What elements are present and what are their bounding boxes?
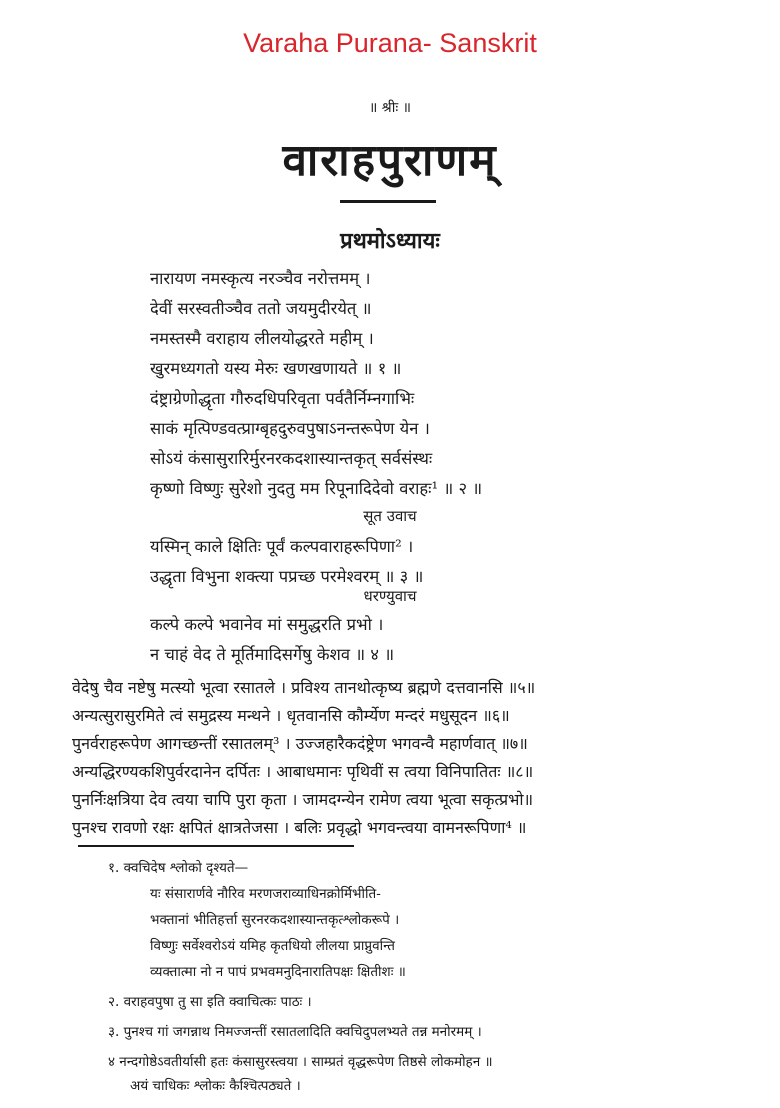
- prose-line: पुनर्वराहरूपेण आगच्छन्तीं रसातलम्³ । उज्जहारैकदंष्ट्रेण भगवन्वै महार्णवात् ॥७॥: [72, 734, 528, 753]
- verse-line: सोऽयं कंसासुरारिर्मुरनरकदशास्यान्तकृत् सर्वसंस्थः: [150, 449, 433, 468]
- verse-line: कृष्णो विष्णुः सुरेशो नुदतु मम रिपूनादिदेवो वराहः¹ ॥ २ ॥: [150, 479, 483, 498]
- footnote-line: व्यक्तात्मा नो न पापं प्रभवमनुदिनारातिपक्षः क्षितीशः ॥: [150, 964, 406, 980]
- footnote-line: ३. पुनश्च गां जगन्नाथ निमज्जन्तीं रसातलादिति क्वचिदुपलभ्यते तन्न मनोरमम् ।: [108, 1024, 482, 1040]
- verse-line: यस्मिन् काले क्षितिः पूर्वं कल्पवाराहरूपिणा² ।: [150, 537, 414, 556]
- invocation: ॥ श्रीः ॥: [368, 100, 412, 116]
- footnote-line: विष्णुः सर्वेश्वरोऽयं यमिह कृतधियो लीलया प्राप्नुवन्ति: [150, 938, 395, 954]
- prose-line: पुनश्च रावणो रक्षः क्षपितं क्षात्रतेजसा । बलिः प्रवृद्धो भगवन्त्वया वामनरूपिणा⁴ ॥: [72, 818, 527, 837]
- footnote-line: २. वराहवपुषा तु सा इति क्वाचित्कः पाठः ।: [108, 994, 312, 1010]
- page-title: वाराहपुराणम्: [282, 135, 498, 186]
- verse-line: उद्धृता विभुना शक्त्या पप्रच्छ परमेश्वरम् ॥ ३ ॥: [150, 567, 424, 586]
- speaker-label: सूत उवाच: [363, 507, 417, 525]
- prose-line: पुनर्निःक्षत्रिया देव त्वया चापि पुरा कृता । जामदग्न्येन रामेण त्वया भूत्वा सकृत्प्रभो॥: [72, 790, 534, 809]
- chapter-heading: प्रथमोऽध्यायः: [340, 228, 440, 254]
- prose-line: अन्यद्धिरण्यकशिपुर्वरदानेन दर्पितः । आबाधमानः पृथिवीं स त्वया विनिपातितः ॥८॥: [72, 762, 534, 781]
- verse-line: नारायण नमस्कृत्य नरञ्चैव नरोत्तमम् ।: [150, 269, 371, 288]
- footnote-line: १. क्वचिदेष श्लोको दृश्यते—: [108, 860, 249, 876]
- verse-line: दंष्ट्राग्रेणोद्धृता गौरुदधिपरिवृता पर्वतैर्निम्नगाभिः: [150, 389, 415, 408]
- footnote-line: भक्तानां भीतिहर्त्ता सुरनरकदशास्यान्तकृत्श्लोकरूपे ।: [150, 912, 400, 928]
- verse-line: खुरमध्यगतो यस्य मेरुः खणखणायते ॥ १ ॥: [150, 359, 402, 378]
- verse-line: न चाहं वेद ते मूर्तिमादिसर्गेषु केशव ॥ ४ ॥: [150, 645, 395, 664]
- prose-line: वेदेषु चैव नष्टेषु मत्स्यो भूत्वा रसातले । प्रविश्य तानथोत्कृष्य ब्रह्मणे दत्तवानसि ॥५॥: [72, 678, 536, 697]
- footnote-line: अयं चाधिकः श्लोकः कैश्चित्पठ्यते ।: [130, 1078, 301, 1094]
- document-header-title: Varaha Purana- Sanskrit: [243, 28, 537, 58]
- speaker-label: धरण्युवाच: [363, 587, 417, 605]
- title-divider: [340, 200, 436, 203]
- verse-line: कल्पे कल्पे भवानेव मां समुद्धरति प्रभो ।: [150, 615, 384, 634]
- footnote-divider: [78, 845, 354, 847]
- footnote-line: यः संसारार्णवे नौरिव मरणजराव्याधिनक्रोर्मिभीति-: [150, 886, 381, 902]
- footnote-line: ४ नन्दगोष्ठेऽवतीर्यासी हतः कंसासुरस्त्वया । साम्प्रतं वृद्धरूपेण तिष्ठसे लोकमोहन ॥: [108, 1054, 493, 1070]
- prose-line: अन्यत्सुरासुरमिते त्वं समुद्रस्य मन्थने । धृतवानसि कौर्म्येण मन्दरं मधुसूदन ॥६॥: [72, 706, 510, 725]
- verse-line: नमस्तस्मै वराहाय लीलयोद्धरते महीम् ।: [150, 329, 374, 348]
- verse-line: साकं मृत्पिण्डवत्प्राग्बृहदुरुवपुषाऽनन्तरूपेण येन ।: [150, 419, 430, 438]
- verse-line: देवीं सरस्वतीञ्चैव ततो जयमुदीरयेत् ॥: [150, 299, 372, 318]
